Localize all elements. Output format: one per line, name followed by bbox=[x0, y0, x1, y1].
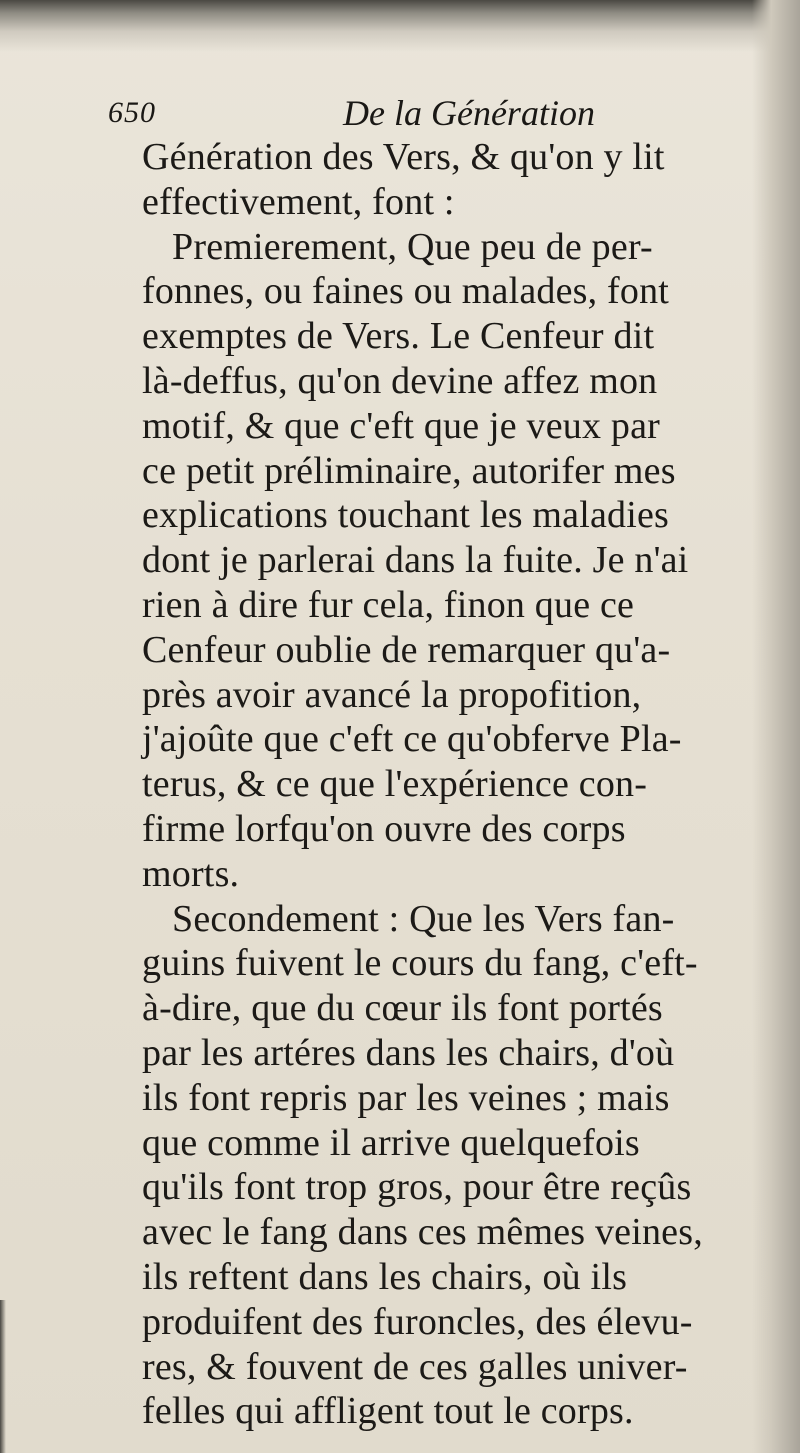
text-line: ce petit préliminaire, autorifer mes bbox=[142, 449, 676, 492]
text-line: j'ajoûte que c'eft ce qu'obferve Pla- bbox=[142, 718, 682, 761]
text-line: fonnes, ou faines ou malades, font bbox=[142, 270, 670, 313]
text-line: rien à dire fur cela, finon que ce bbox=[142, 583, 635, 626]
text-line: dont je parlerai dans la fuite. Je n'ai bbox=[142, 539, 689, 582]
text-line: effectivement, font : bbox=[142, 180, 455, 223]
body-text bbox=[142, 135, 742, 1434]
text-line: terus, & ce que l'expérience con- bbox=[142, 763, 648, 806]
text-line: que comme il arrive quelquefois bbox=[142, 1121, 640, 1164]
text-line: res, & fouvent de ces galles univer- bbox=[142, 1345, 688, 1388]
page-left-edge bbox=[0, 1300, 6, 1453]
text-line: près avoir avancé la propofition, bbox=[142, 673, 642, 716]
text-line: qu'ils font trop gros, pour être reçûs bbox=[142, 1166, 692, 1209]
text-line: exemptes de Vers. Le Cenfeur dit bbox=[142, 315, 655, 358]
text-line: à-dire, que du cœur ils font portés bbox=[142, 987, 663, 1030]
text-line: explications touchant les maladies bbox=[142, 494, 670, 537]
paragraph-start-line: Premierement, Que peu de per- bbox=[172, 225, 653, 268]
page-top-shadow bbox=[0, 0, 800, 52]
paragraph-start-line: Secondement : Que les Vers fan- bbox=[172, 897, 675, 940]
text-line: là-deffus, qu'on devine affez mon bbox=[142, 359, 658, 402]
page-right-edge bbox=[752, 0, 800, 1453]
text-line: felles qui affligent tout le corps. bbox=[142, 1390, 634, 1433]
text-line: produifent des furoncles, des élevu- bbox=[142, 1300, 693, 1343]
text-line: morts. bbox=[142, 852, 240, 895]
page-header bbox=[108, 92, 708, 134]
running-title: De la Génération bbox=[343, 93, 595, 133]
text-line: par les artéres dans les chairs, d'où bbox=[142, 1031, 675, 1074]
text-line: firme lorfqu'on ouvre des corps bbox=[142, 807, 626, 850]
text-line: Génération des Vers, & qu'on y lit bbox=[142, 136, 665, 178]
text-line: ils reftent dans les chairs, où ils bbox=[142, 1255, 628, 1298]
text-line: Cenfeur oublie de remarquer qu'a- bbox=[142, 628, 671, 671]
page-number: 650 bbox=[108, 96, 156, 129]
text-line: guins fuivent le cours du fang, c'eft- bbox=[142, 942, 698, 985]
text-line: ils font repris par les veines ; mais bbox=[142, 1076, 670, 1119]
text-line: motif, & que c'eft que je veux par bbox=[142, 404, 661, 447]
text-line: avec le fang dans ces mêmes veines, bbox=[142, 1211, 703, 1254]
